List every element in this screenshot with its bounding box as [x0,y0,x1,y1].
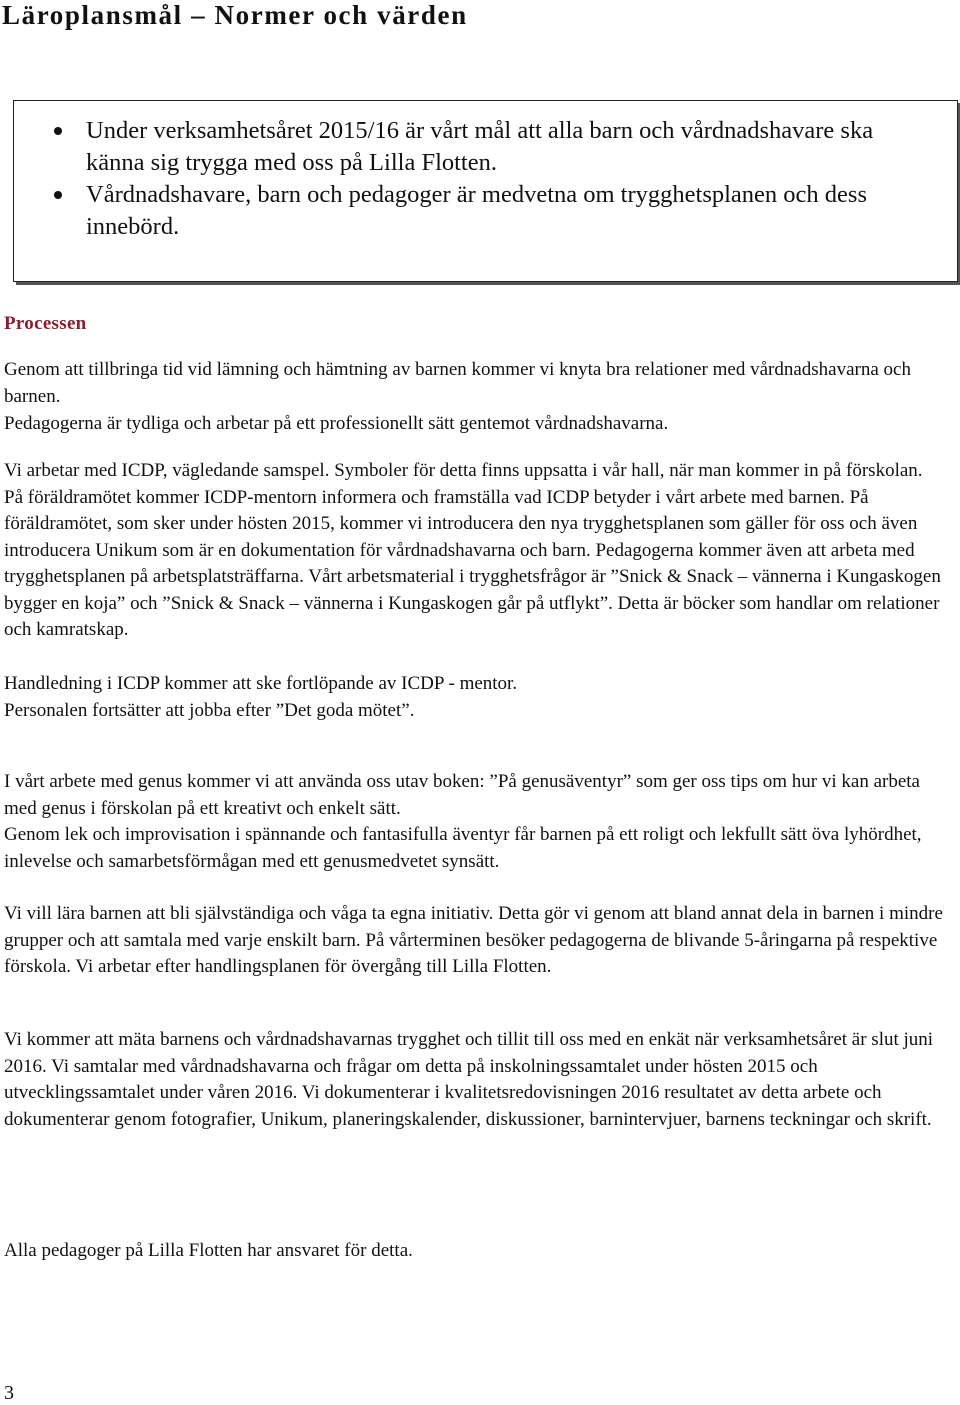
section-title: Processen [4,313,87,334]
paragraph: Vi kommer att mäta barnens och vårdnadshavarnas trygghet och tillit till oss med en enkät när verksamhetsåret är slut juni 2016. Vi samtalar med vårdnadshavarna och frågar om detta på inskolningssamtalet under hösten 2015 och utvecklingssamtalet under våren 2016. Vi dokumenterar i kvalitetsredovisningen 2016 resultatet av detta arbete och dokumenterar genom fotografier, Unikum, planeringskalender, diskussioner, barnintervjuer, barnens teckningar och skrift. [4,1029,934,1130]
goals-box [13,100,958,282]
goals-list [54,115,934,243]
page-number: 3 [4,1382,14,1404]
paragraph: Genom att tillbringa tid vid lämning och hämtning av barnen kommer vi knyta bra relationer med vårdnadshavarna och barnen. [4,359,911,407]
document-title: Läroplansmål – Normer och värden [2,0,468,30]
bullet-icon [54,191,62,199]
paragraph: Handledning i ICDP kommer att ske fortlöpande av ICDP - mentor. [4,673,518,694]
paragraph: Personalen fortsätter att jobba efter ”Det goda mötet”. [4,700,415,721]
paragraph: Genom lek och improvisation i spännande och fantasifulla äventyr får barnen på ett roligt och lekfullt sätt öva lyhördhet, inlevelse och samarbetsförmågan med ett genusmedvetet synsätt. [4,824,922,872]
goal-item [54,115,934,179]
paragraph: Vi vill lära barnen att bli självständiga och våga ta egna initiativ. Detta gör vi genom att bland annat dela in barnen i mindre grupper och att samtala med varje enskilt barn. På vårterminen besöker pedagogerna de blivande 5-åringarna på respektive förskola. Vi arbetar efter handlingsplanen för övergång till Lilla Flotten. [4,903,943,977]
paragraph: Pedagogerna är tydliga och arbetar på ett professionellt sätt gentemot vårdnadshavarna. [4,413,669,434]
goal-item [54,179,934,243]
bullet-icon [54,127,62,135]
goal-text: Under verksamhetsåret 2015/16 är vårt mål att alla barn och vårdnadshavare ska känna sig trygga med oss på Lilla Flotten. [86,117,874,176]
paragraph: I vårt arbete med genus kommer vi att använda oss utav boken: ”På genusäventyr” som ger oss tips om hur vi kan arbeta med genus i förskolan på ett kreativt och enkelt sätt. [4,771,920,819]
paragraph: Vi arbetar med ICDP, vägledande samspel. Symboler för detta finns uppsatta i vår hall, när man kommer in på förskolan. På föräldramötet kommer ICDP-mentorn informera och framställa vad ICDP betyder i vårt arbete med barnen. På föräldramötet, som sker under hösten 2015, kommer vi introducera den nya trygghetsplanen som gäller för oss och även introducera Unikum som är en dokumentation för vårdnadshavarna och barn. Pedagogerna kommer även att arbeta med trygghetsplanen på arbetsplatsträffarna. Vårt arbetsmaterial i trygghetsfrågor är ”Snick & Snack – vännerna i Kungaskogen bygger en koja” och ”Snick & Snack – vännerna i Kungaskogen går på utflykt”. Detta är böcker som handlar om relationer och kamratskap. [4,460,941,640]
paragraph: Alla pedagoger på Lilla Flotten har ansvaret för detta. [4,1240,413,1261]
goal-text: Vårdnadshavare, barn och pedagoger är medvetna om trygghetsplanen och dess innebörd. [86,181,867,240]
